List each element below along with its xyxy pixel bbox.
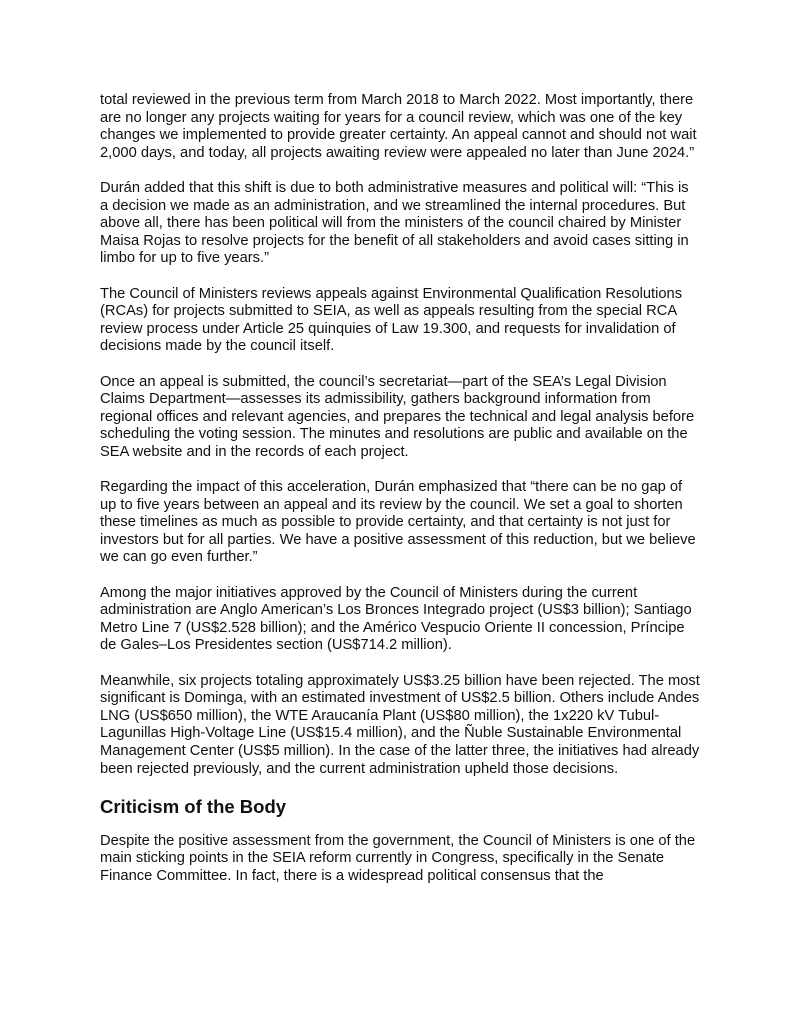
paragraph-council-role: The Council of Ministers reviews appeals against Environmental Qualification Resolutions (RCAs) for projects submitted to SEIA, as well as appeals resulting from the special RCA review process under Article 25 quinquies of Law 19.300, and requests for invalidation of decisions made by the council itself. [100,285,683,355]
paragraph-criticism: Despite the positive assessment from the government, the Council of Ministers is one of the main sticking points in the SEIA reform currently in Congress, specifically in the Senate Finance Committee. In fact, there is a widespread political consensus that the [100,832,696,884]
paragraph-appeal-process: Once an appeal is submitted, the council’s secretariat—part of the SEA’s Legal Division Claims Department—assesses its admissibility, gathers background information from regional offices and relevant agencies, and prepares the technical and legal analysis before scheduling the voting session. The minutes and resolutions are public and available on the SEA website and in the records of each project. [100,373,695,460]
paragraph-rejected-projects: Meanwhile, six projects totaling approximately US$3.25 billion have been rejected. The most significant is Dominga, with an estimated investment of US$2.5 billion. Others include Andes LNG (US$650 million), the WTE Araucanía Plant (US$80 million), the 1x220 kV Tubul-Lagunillas High-Voltage Line (US$15.4 million), and the Ñuble Sustainable Environmental Management Center (US$5 million). In the case of the latter three, the initiatives had already been rejected previously, and the current administration upheld those decisions. [100,672,700,777]
paragraph-review-term: total reviewed in the previous term from March 2018 to March 2022. Most importantly, there are no longer any projects waiting for years for a council review, which was one of the key changes we implemented to provide greater certainty. An appeal cannot and should not wait 2,000 days, and today, all projects awaiting review were appealed no later than June 2024.” [100,92,697,161]
paragraph-approved-initiatives: Among the major initiatives approved by the Council of Ministers during the current administration are Anglo American’s Los Bronces Integrado project (US$3 billion); Santiago Metro Line 7 (US$2.528 billion); and the Américo Vespucio Oriente II concession, Príncipe de Gales–Los Presidentes section (US$714.2 million). [100,584,692,654]
document-body [100,92,700,903]
paragraph-acceleration-impact: Regarding the impact of this acceleration, Durán emphasized that “there can be no gap of up to five years between an appeal and its review by the council. We set a goal to shorten these timelines as much as possible to provide certainty, and that certainty is not just for investors but for all parties. We have a positive assessment of this reduction, but we believe we can go even further.” [100,479,696,566]
section-heading-criticism: Criticism of the Body [100,795,287,817]
paragraph-duran-political-will: Durán added that this shift is due to both administrative measures and political will: “This is a decision we made as an administration, and we streamlined the internal procedures. But above all, there has been political will from the ministers of the council chaired by Minister Maisa Rojas to resolve projects for the benefit of all stakeholders and avoid cases sitting in limbo for up to five years.” [100,179,689,267]
